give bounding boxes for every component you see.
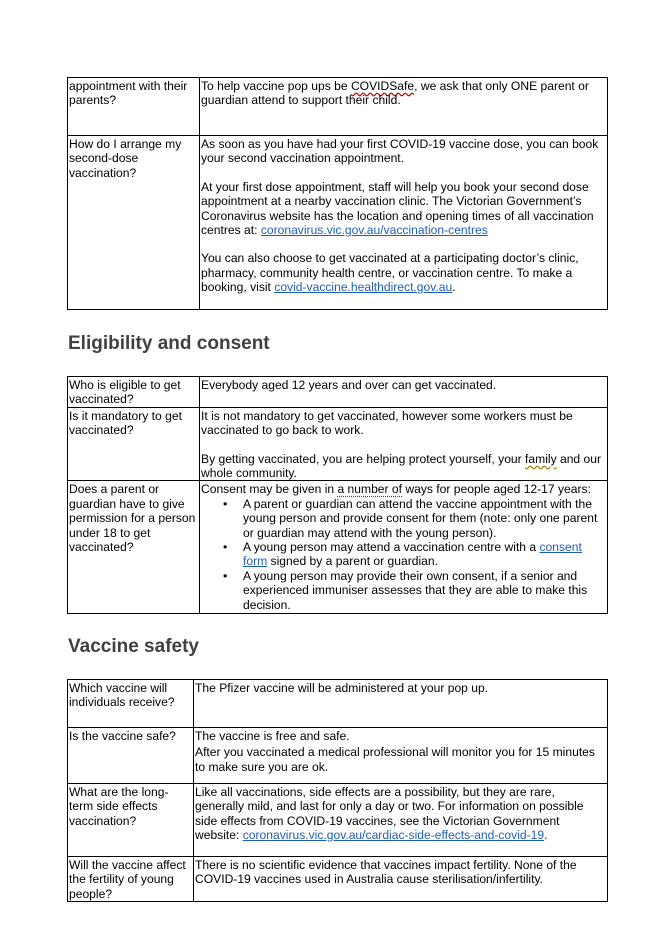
faq-table-3 [67, 679, 608, 902]
table-row [68, 784, 608, 857]
answer-text: At your first dose appointment, staff will help you book your second dose appointment at a nearby vaccination clinic. The Victorian Government’s Coronavirus website has the location and opening times of all vaccination centres at: [201, 179, 594, 238]
answer-text: Like all vaccinations, side effects are a possibility, but they are rare, generally mild, and last for only a day or two. For information on possible side effects from COVID-19 vaccines, see the Victorian Government website: [195, 785, 584, 843]
spellcheck-term: COVIDSafe [350, 79, 415, 93]
answer-text: A young person may attend a vaccination centre with a [243, 540, 540, 555]
answer-text: ways for people aged 12-17 years: [402, 482, 591, 497]
question-cell: Which vaccine will individuals receive? [68, 680, 194, 728]
cardiac-side-effects-link[interactable]: coronavirus.vic.gov.au/cardiac-side-effects-and-covid-19 [242, 828, 545, 843]
question-cell: Will the vaccine affect the fertility of young people? [68, 857, 194, 902]
section-heading-eligibility: Eligibility and consent [68, 333, 270, 354]
answer-paragraph [201, 180, 606, 238]
question-cell: Does a parent or guardian have to give permission for a person under 18 to get vaccinated? [68, 481, 200, 614]
answer-text: signed by a parent or guardian. [267, 554, 438, 569]
answer-paragraph: The vaccine is free and safe. [195, 729, 350, 743]
answer-cell [200, 407, 608, 481]
answer-text: and our whole community. [201, 451, 602, 481]
question-cell: appointment with their parents? [68, 78, 200, 136]
question-cell: Is the vaccine safe? [68, 728, 194, 784]
grammar-term: family [525, 451, 557, 466]
answer-text: , we ask that only ONE parent or guardian attend to support their child. [201, 79, 589, 108]
vaccination-centres-link[interactable]: coronavirus.vic.gov.au/vaccination-centres [260, 223, 488, 238]
table-row [68, 78, 608, 136]
table-row [68, 407, 608, 481]
answer-text: By getting vaccinated, you are helping protect yourself, your [201, 451, 526, 466]
answer-cell [194, 728, 608, 784]
answer-text: . [544, 828, 548, 843]
answer-paragraph: After you vaccinated a medical professional will monitor you for 15 minutes to make sure you are ok. [195, 745, 595, 774]
question-cell: How do I arrange my second-dose vaccination? [68, 136, 200, 310]
list-item [243, 540, 606, 569]
answer-text: To help vaccine pop ups be [201, 79, 351, 93]
grammar-term: a number of [337, 482, 403, 497]
answer-cell: There is no scientific evidence that vaccines impact fertility. None of the COVID-19 vaccines used in Australia cause sterilisation/infertility. [194, 857, 608, 902]
section-heading-safety: Vaccine safety [68, 636, 199, 657]
question-cell: What are the long-term side effects vaccination? [68, 784, 194, 857]
table-row [68, 136, 608, 310]
consent-form-link[interactable]: consent form [243, 540, 582, 569]
answer-paragraph: As soon as you have had your first COVID-19 vaccine dose, you can book your second vaccination appointment. [201, 137, 599, 166]
table-row [68, 728, 608, 784]
table-row [68, 481, 608, 614]
answer-paragraph [201, 251, 606, 294]
table-row [68, 680, 608, 728]
faq-table-1 [67, 77, 608, 310]
answer-cell [200, 78, 608, 136]
question-cell: Is it mandatory to get vaccinated? [68, 407, 200, 481]
answer-paragraph [201, 482, 606, 496]
table-row [68, 377, 608, 408]
answer-cell: Everybody aged 12 years and over can get vaccinated. [200, 377, 608, 408]
list-item: • A parent or guardian can attend the vaccine appointment with the young person and provide consent for them (note: only one parent or guardian may attend with the young person). [243, 497, 606, 540]
answer-text: . [452, 280, 456, 295]
answer-text: Consent may be given in [201, 482, 338, 497]
answer-cell [194, 784, 608, 857]
list-item: • A young person may provide their own consent, if a senior and experienced immuniser assesses that they are able to make this decision. [243, 569, 606, 612]
consent-bullet-list [201, 497, 606, 612]
answer-paragraph [201, 452, 606, 481]
answer-paragraph: It is not mandatory to get vaccinated, however some workers must be vaccinated to go back to work. [201, 408, 573, 438]
answer-cell: The Pfizer vaccine will be administered at your pop up. [194, 680, 608, 728]
answer-text: You can also choose to get vaccinated at a participating doctor’s clinic, pharmacy, community health centre, or vaccination centre. To make a booking, visit [201, 251, 579, 295]
healthdirect-link[interactable]: covid-vaccine.healthdirect.gov.au [274, 280, 453, 295]
faq-table-2 [67, 376, 608, 614]
answer-cell [200, 481, 608, 614]
table-row [68, 857, 608, 902]
question-cell: Who is eligible to get vaccinated? [68, 377, 200, 408]
answer-cell [200, 136, 608, 310]
